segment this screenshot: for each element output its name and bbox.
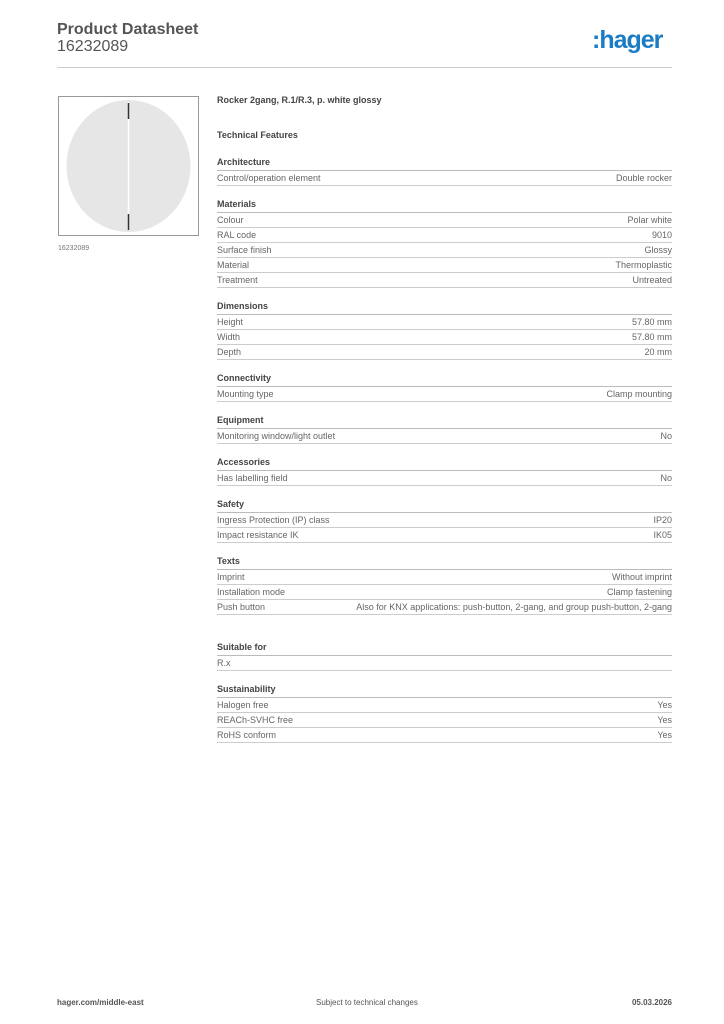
spec-value: Without imprint [611,572,672,582]
spec-row [217,243,672,258]
spec-row [217,528,672,543]
spec-section [217,456,672,486]
spec-label: RoHS conform [217,730,277,740]
spec-section [217,156,672,186]
spec-row [217,429,672,444]
spec-value: Untreated [632,275,672,285]
spec-row [217,258,672,273]
spec-content [217,95,672,743]
spec-value: IP20 [653,515,672,525]
section-heading: Safety [217,498,672,513]
spec-section [217,641,672,671]
spec-label: RAL code [217,230,257,240]
spec-label: Material [217,260,250,270]
spec-row [217,570,672,585]
spec-label: Mounting type [217,389,274,399]
spec-value: 57.80 mm [631,332,672,342]
document-number: 16232089 [57,38,129,55]
spec-row [217,728,672,743]
spec-label: Height [217,317,244,327]
spec-row [217,387,672,402]
spec-value: Yes [657,730,672,740]
section-heading: Dimensions [217,300,672,315]
spec-value: Glossy [644,245,672,255]
section-heading: Materials [217,198,672,213]
spec-value: Yes [657,700,672,710]
spec-value: 57.80 mm [631,317,672,327]
spec-row [217,315,672,330]
section-heading: Texts [217,555,672,570]
spec-label: Installation mode [217,587,286,597]
section-heading: Connectivity [217,372,672,387]
header-divider [57,67,672,68]
spec-value: 9010 [651,230,672,240]
spec-label: R.x [217,658,231,668]
spec-label: Ingress Protection (IP) class [217,515,330,525]
spec-row [217,600,672,615]
spec-row [217,273,672,288]
section-heading: Accessories [217,456,672,471]
footer-note: Subject to technical changes [316,998,418,1007]
section-heading: Architecture [217,156,672,171]
spec-row [217,171,672,186]
spec-value: No [660,473,672,483]
product-name: Rocker 2gang, R.1/R.3, p. white glossy [217,95,382,105]
spec-label: Control/operation element [217,173,321,183]
spec-value: IK05 [653,530,672,540]
spec-row [217,513,672,528]
spec-section [217,198,672,288]
spec-value: Yes [657,715,672,725]
spec-section [217,555,672,615]
page-title: Product Datasheet [57,21,199,38]
spec-label: Treatment [217,275,258,285]
spec-value: Clamp mounting [606,389,672,399]
technical-features-heading: Technical Features [217,130,298,140]
spec-value: No [660,431,672,441]
spec-value: 20 mm [644,347,672,357]
spec-section [217,683,672,743]
spec-section [217,414,672,444]
spec-label: Halogen free [217,700,269,710]
footer-date: 05.03.2026 [631,998,672,1007]
footer-website[interactable]: hager.com/middle-east [57,998,144,1007]
spec-row [217,656,672,671]
spec-value: Clamp fastening [606,587,672,597]
spec-row [217,471,672,486]
spec-label: Depth [217,347,242,357]
hager-logo: :hager [592,26,663,54]
spec-row [217,213,672,228]
spec-value: Also for KNX applications: push-button, 2-gang, and group push-button, 2-gang [356,602,672,612]
spec-row [217,345,672,360]
spec-value: Polar white [627,215,672,225]
spec-label: REACh-SVHC free [217,715,294,725]
product-image [58,96,199,236]
section-heading: Suitable for [217,641,672,656]
spec-label: Width [217,332,241,342]
spec-label: Surface finish [217,245,272,255]
section-heading: Equipment [217,414,672,429]
image-caption: 16232089 [58,245,90,252]
spec-label: Has labelling field [217,473,288,483]
spec-row [217,228,672,243]
spec-row [217,713,672,728]
spec-row [217,330,672,345]
spec-row [217,698,672,713]
spec-label: Impact resistance IK [217,530,299,540]
spec-value: Thermoplastic [615,260,672,270]
spec-label: Monitoring window/light outlet [217,431,336,441]
spec-row [217,585,672,600]
spec-label: Colour [217,215,244,225]
section-heading: Sustainability [217,683,672,698]
spec-label: Push button [217,602,266,612]
spec-label: Imprint [217,572,245,582]
spec-section [217,498,672,543]
spec-value: Double rocker [615,173,672,183]
spec-section [217,300,672,360]
spec-section [217,372,672,402]
